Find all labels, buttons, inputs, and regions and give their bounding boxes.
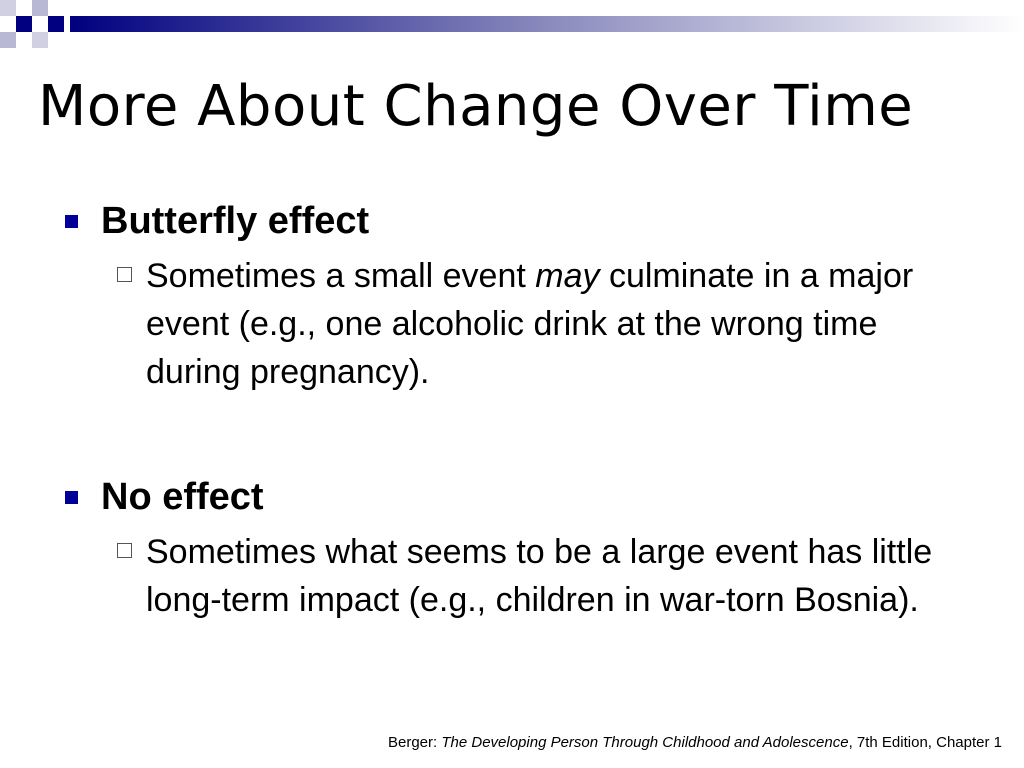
sub-bullet — [0, 528, 946, 624]
header-square — [16, 32, 32, 48]
slide-title: More About Change Over Time — [38, 74, 914, 139]
bullet-heading-text: No effect — [101, 476, 264, 518]
sub-bullet-text-after: culminate in a major event (e.g., one alcoholic drink at the wrong time during pregnancy). — [146, 257, 914, 391]
sub-bullet-text: Sometimes what seems to be a large event has little long-term impact (e.g., children in war-torn Bosnia). — [146, 533, 933, 619]
header-square — [0, 0, 16, 16]
bullet-heading — [0, 198, 1024, 244]
sub-bullet-emphasis: may — [535, 257, 600, 295]
header-decoration — [0, 0, 1024, 48]
header-square — [32, 0, 48, 16]
square-bullet-icon — [65, 491, 78, 504]
citation-footer — [388, 734, 1002, 751]
footer-edition: , 7th Edition, Chapter 1 — [848, 734, 1002, 751]
bullet-no-effect — [0, 474, 1024, 624]
header-square — [0, 32, 16, 48]
header-gradient-band — [70, 16, 1024, 32]
footer-book-title: The Developing Person Through Childhood and Adolescence — [441, 734, 849, 751]
header-square — [16, 0, 32, 16]
hollow-square-bullet-icon — [117, 267, 132, 282]
header-square — [16, 16, 32, 32]
sub-bullet-text-before: Sometimes a small event — [146, 257, 536, 295]
header-square — [48, 32, 64, 48]
sub-bullet — [0, 252, 946, 396]
header-square — [32, 32, 48, 48]
header-square — [48, 0, 64, 16]
bullet-heading — [0, 474, 1024, 520]
header-square — [32, 16, 48, 32]
hollow-square-bullet-icon — [117, 543, 132, 558]
square-bullet-icon — [65, 215, 78, 228]
header-square — [0, 16, 16, 32]
bullet-butterfly-effect — [0, 198, 1024, 396]
footer-author: Berger: — [387, 734, 442, 751]
bullet-heading-text: Butterfly effect — [101, 200, 370, 242]
header-square — [48, 16, 64, 32]
